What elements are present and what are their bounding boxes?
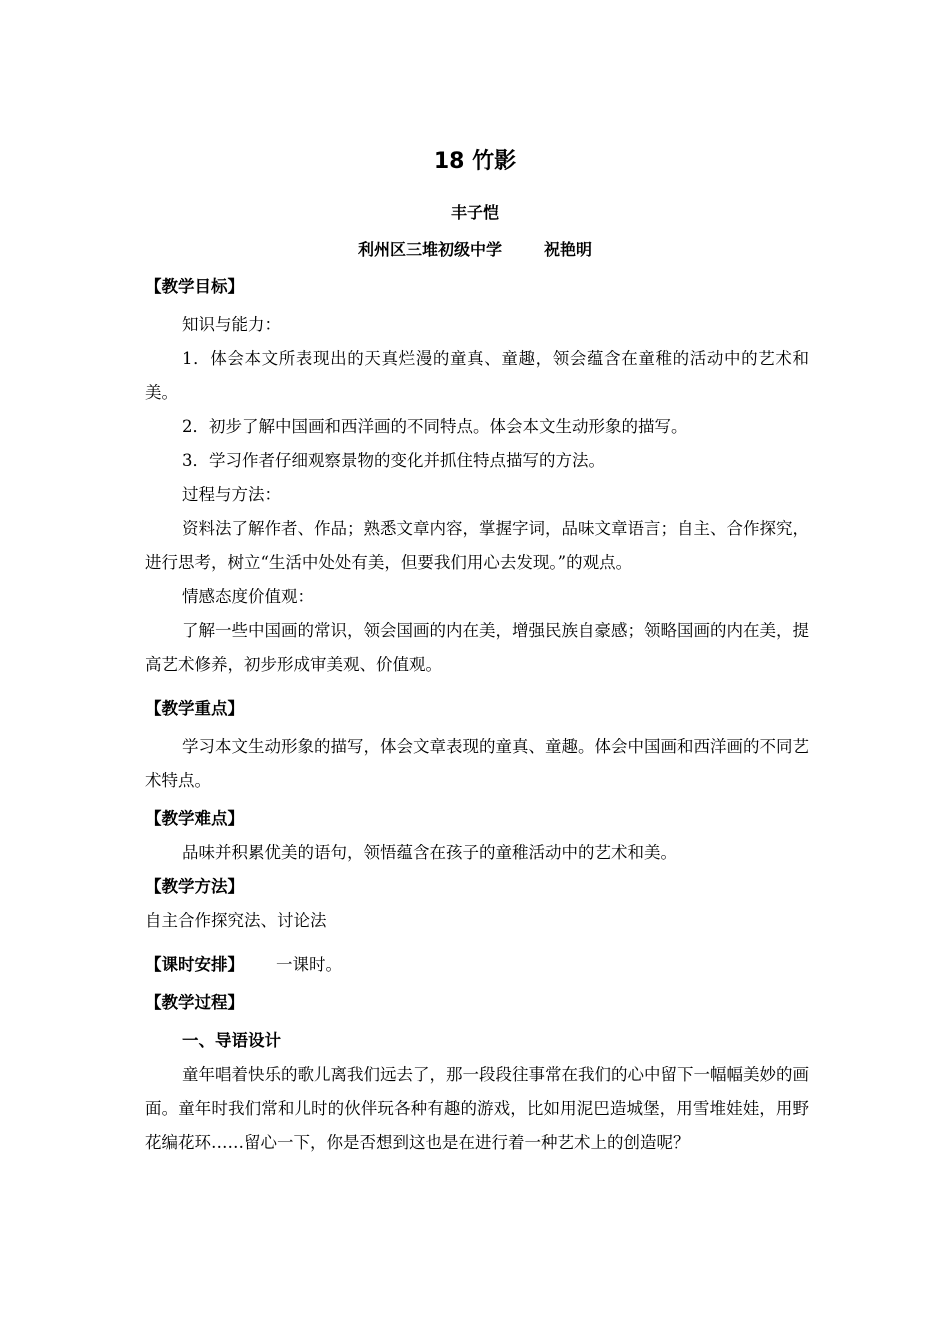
school-line (0, 238, 950, 262)
school-name: 利州区三堆初级中学 (357, 240, 502, 259)
goal-item-2: 2．初步了解中国画和西洋画的不同特点。体会本文生动形象的描写。 (182, 417, 688, 436)
process-heading: 【教学过程】 (145, 993, 244, 1012)
section1-title: 一、导语设计 (182, 1031, 281, 1050)
key-points-text: 学习本文生动形象的描写，体会文章表现的童真、童趣。体会中国画和西洋画的不同艺术特点。 (145, 737, 809, 790)
key-points-heading: 【教学重点】 (145, 699, 244, 718)
lesson-content (145, 270, 809, 1160)
difficulties-heading: 【教学难点】 (145, 809, 244, 828)
goal-item-3: 3．学习作者仔细观察景物的变化并抓住特点描写的方法。 (182, 451, 605, 470)
methods-text: 自主合作探究法、讨论法 (145, 911, 327, 930)
lesson-title: 18 竹影 (433, 149, 517, 174)
difficulties-text: 品味并积累优美的语句，领悟蕴含在孩子的童稚活动中的艺术和美。 (182, 843, 677, 862)
goal-item-1: 1．体会本文所表现出的天真烂漫的童真、童趣，领会蕴含在童稚的活动中的艺术和美。 (145, 349, 809, 402)
emotion-label: 情感态度价值观： (182, 587, 314, 606)
author-name: 丰子恺 (450, 203, 499, 222)
schedule-heading: 【课时安排】 (145, 955, 244, 974)
goals-heading: 【教学目标】 (145, 277, 244, 296)
process-label: 过程与方法： (182, 485, 281, 504)
schedule-text: 一课时。 (276, 955, 342, 974)
process-text: 资料法了解作者、作品；熟悉文章内容，掌握字词，品味文章语言；自主、合作探究，进行思考，树立“生活中处处有美，但要我们用心去发现。”的观点。 (145, 519, 809, 572)
schedule-line (145, 948, 809, 982)
methods-heading: 【教学方法】 (145, 877, 244, 896)
knowledge-label: 知识与能力： (182, 315, 281, 334)
teacher-name: 祝艳明 (544, 240, 593, 259)
emotion-text: 了解一些中国画的常识，领会国画的内在美，增强民族自豪感；领略国画的内在美，提高艺术修养，初步形成审美观、价值观。 (145, 621, 809, 674)
section1-text: 童年唱着快乐的歌儿离我们远去了，那一段段往事常在我们的心中留下一幅幅美妙的画面。童年时我们常和儿时的伙伴玩各种有趣的游戏，比如用泥巴造城堡，用雪堆娃娃，用野花编花环……留心一下，你是否想到这也是在进行着一种艺术上的创造呢？ (145, 1065, 809, 1152)
